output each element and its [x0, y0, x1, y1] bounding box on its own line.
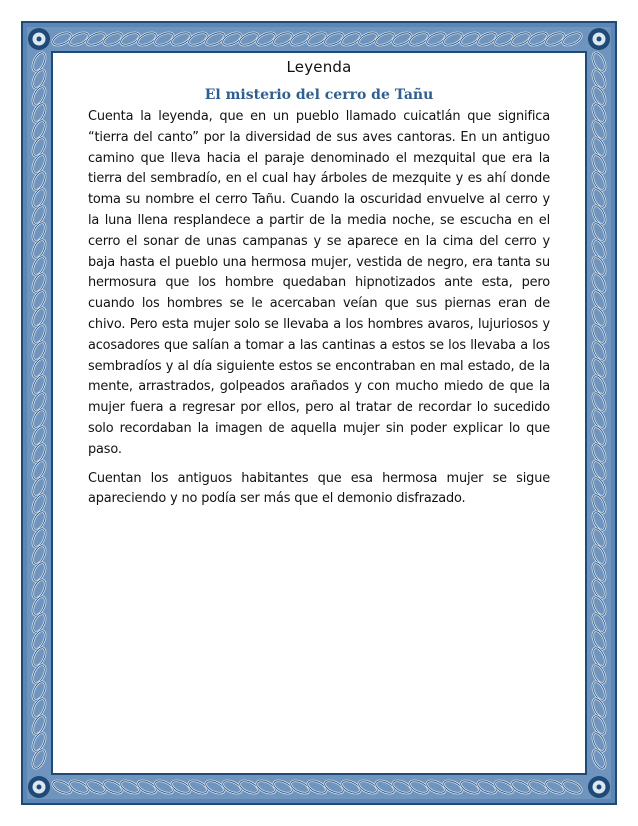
paragraph-main: Cuenta la leyenda, que en un pueblo llamado cuicatlán que significa “tierra del canto” por la diversidad de sus aves cantoras. En un antiguo camino que lleva hacia el paraje denominado el mezquital que era la tierra del sembradío, en el cual hay árboles de mezquite y es ahí donde toma su nombre el cerro Tañu. Cuando la oscuridad envuelve al cerro y la luna llena resplandece a partir de la media noche, se escucha en el cerro el sonar de unas campanas y se aparece en la cima del cerro y baja hasta el pueblo una hermosa mujer, vestida de negro, era tanta su hermosura que los hombre quedaban hipnotizados ante esta, pero cuando los hombres se le acercaban veían que sus piernas eran de chivo. Pero esta mujer solo se llevaba a los hombres avaros, lujuriosos y acosadores que salían a tomar a las cantinas a estos se los llevaba a los sembradíos y al día siguiente estos se encontraban en mal estado, de la mente, arrastrados, golpeados arañados y con mucho miedo de que la mujer fuera a regresar por ellos, pero al tratar de recordar lo sucedido solo recordaban la imagen de aquella mujer sin poder explicar lo que paso.: [88, 109, 550, 457]
corner-ornament-top-right: [588, 28, 610, 50]
document-body: [88, 58, 550, 518]
paragraph-closing: Cuentan los antiguos habitantes que esa hermosa mujer se sigue apareciendo y no podía ser más que el demonio disfrazado.: [88, 470, 550, 507]
corner-ornament-top-left: [28, 28, 50, 50]
document-label: Leyenda: [286, 58, 352, 76]
corner-ornament-bottom-left: [28, 776, 50, 798]
document-title: El misterio del cerro de Tañu: [204, 87, 434, 103]
corner-ornament-bottom-right: [588, 776, 610, 798]
